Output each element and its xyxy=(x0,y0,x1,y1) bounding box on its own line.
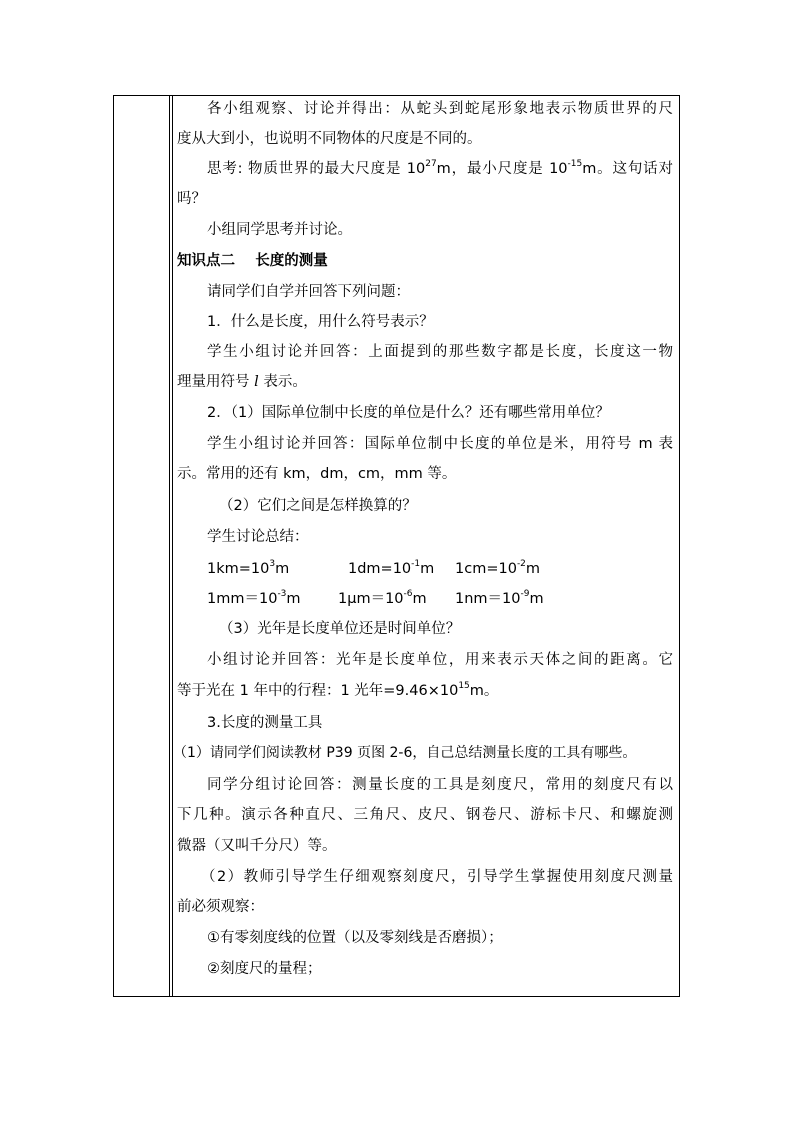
text-run: 等于光在 1 年中的行程：1 光年=9.46×10 xyxy=(177,683,459,699)
text-run: m。 xyxy=(469,683,499,699)
question-line: （1）请同学们阅读教材 P39 页图 2-6，自己总结测量长度的工具有哪些。 xyxy=(173,745,637,761)
text-run: 理量用符号 xyxy=(177,374,255,390)
paragraph-line: 小组讨论并回答：光年是长度单位，用来表示天体之间的距离。它 xyxy=(207,652,673,668)
text-run: 1km=10 xyxy=(207,561,270,577)
text-run: 1mm＝10 xyxy=(207,591,278,607)
paragraph-line: 同学分组讨论回答：测量长度的工具是刻度尺，常用的刻度尺有以 xyxy=(207,777,673,793)
exponent: -1 xyxy=(411,559,421,570)
exponent: -15 xyxy=(567,159,583,170)
exponent: -3 xyxy=(277,589,287,600)
symbol: l xyxy=(254,374,259,390)
paragraph-line: 示。常用的还有 km，dm，cm，mm 等。 xyxy=(177,466,457,482)
text-run: m xyxy=(525,561,541,577)
list-item: ②刻度尺的量程； xyxy=(207,961,322,977)
text-run: 表示。 xyxy=(258,374,307,390)
paragraph-line: 前必须观察： xyxy=(177,899,264,915)
text-run: 1cm=10 xyxy=(455,561,517,577)
text-run: m xyxy=(420,561,435,577)
text-run: m，最小尺度是 10 xyxy=(436,161,568,177)
paragraph-line: 学生讨论总结： xyxy=(207,529,309,545)
exponent: 3 xyxy=(269,559,276,570)
exponent: 27 xyxy=(425,159,437,170)
question-line: 1．什么是长度，用什么符号表示？ xyxy=(207,314,434,330)
conversion-item xyxy=(338,589,427,609)
text-run: 思考: 物质世界的最大尺度是 10 xyxy=(207,161,426,177)
section-heading: 知识点二 长度的测量 xyxy=(177,253,328,269)
paragraph-line: 吗？ xyxy=(177,191,206,207)
exponent: -9 xyxy=(520,589,530,600)
text-run: m xyxy=(529,591,544,607)
text-run: m xyxy=(275,561,290,577)
list-item: ①有零刻度线的位置（以及零刻线是否磨损）； xyxy=(207,930,503,946)
exponent: 15 xyxy=(458,681,470,692)
text-run: 1μm＝10 xyxy=(338,591,404,607)
text-run: 1dm=10 xyxy=(348,561,412,577)
question-line: （2）它们之间是怎样换算的？ xyxy=(219,498,417,514)
paragraph-line: 下几种。演示各种直尺、三角尺、皮尺、钢卷尺、游标卡尺、和螺旋测 xyxy=(177,807,673,823)
paragraph-line: （2）教师引导学生仔细观察刻度尺，引导学生掌握使用刻度尺测量 xyxy=(201,869,673,885)
paragraph-line: 小组同学思考并讨论。 xyxy=(207,222,352,238)
paragraph-line: 请同学们自学并回答下列问题： xyxy=(207,284,410,300)
exponent: -6 xyxy=(403,589,413,600)
paragraph-line: 学生小组讨论并回答：上面提到的那些数字都是长度，长度这一物 xyxy=(207,344,673,360)
conversion-item xyxy=(455,589,544,609)
paragraph-line xyxy=(177,681,673,701)
paragraph-line: 各小组观察、讨论并得出：从蛇头到蛇尾形象地表示物质世界的尺 xyxy=(207,101,673,117)
question-line: （3）光年是长度单位还是时间单位？ xyxy=(219,621,461,637)
paragraph-line: 学生小组讨论并回答：国际单位制中长度的单位是米，用符号 m 表 xyxy=(207,436,673,452)
column-divider xyxy=(169,96,170,996)
paragraph-line xyxy=(177,372,673,392)
exponent: -2 xyxy=(516,559,526,570)
text-run: 1nm＝10 xyxy=(455,591,521,607)
paragraph-line xyxy=(177,159,673,179)
question-line: 2．（1）国际单位制中长度的单位是什么？还有哪些常用单位？ xyxy=(207,405,610,421)
paragraph-line: 度从大到小，也说明不同物体的尺度是不同的。 xyxy=(177,131,482,147)
content-cell xyxy=(173,96,679,996)
conversion-item xyxy=(348,559,434,579)
conversion-item xyxy=(207,589,301,609)
conversion-item xyxy=(207,559,289,579)
text-run: m。这句话对 xyxy=(582,161,674,177)
text-run: m xyxy=(412,591,427,607)
text-run: m xyxy=(286,591,301,607)
lesson-table xyxy=(113,95,680,997)
subheading: 3.长度的测量工具 xyxy=(207,715,323,731)
paragraph-line: 微器（又叫千分尺）等。 xyxy=(177,838,337,854)
conversion-item xyxy=(455,559,540,579)
